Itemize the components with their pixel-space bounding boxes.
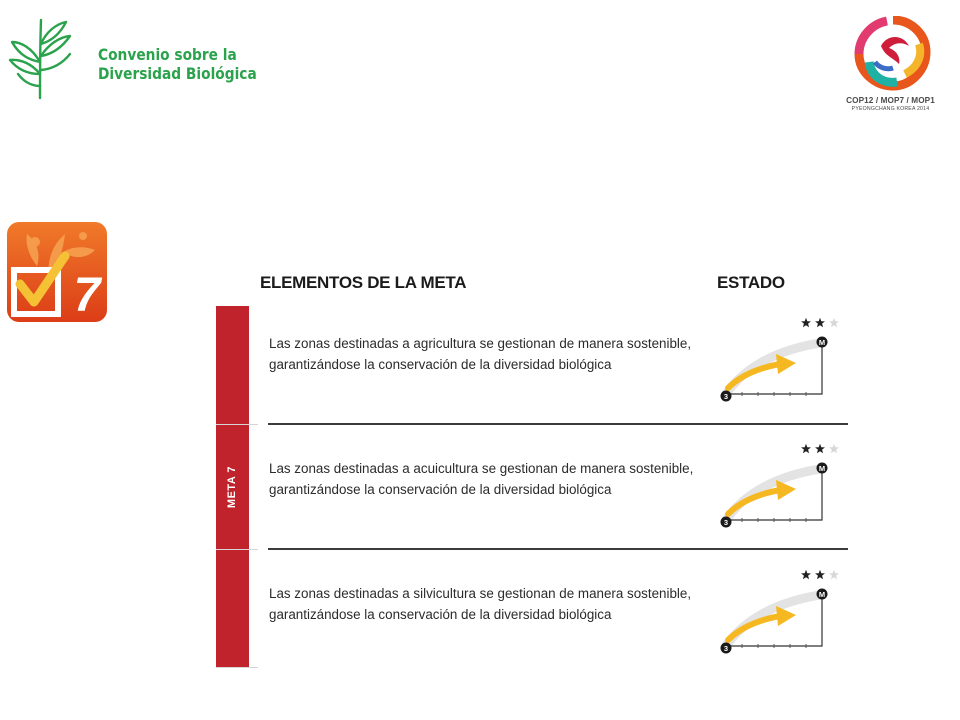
gauge-axis [726, 595, 822, 646]
start-marker [721, 391, 732, 402]
rating-star-icon [801, 318, 811, 327]
column-header-status: ESTADO [717, 273, 785, 292]
end-marker-label: M [818, 590, 826, 599]
cbd-name-line1: Convenio sobre la [98, 45, 237, 64]
rating-star-icon [815, 570, 825, 579]
row-divider [268, 423, 848, 425]
status-gauge [714, 436, 846, 540]
cop12-logo-icon [853, 16, 931, 92]
start-marker [721, 643, 732, 654]
side-bar-tick [216, 549, 258, 550]
start-marker [721, 517, 732, 528]
rating-star-icon [829, 318, 839, 327]
rating-star-icon [829, 444, 839, 453]
cop12-caption-line1: COP12 / MOP7 / MOP1 [846, 96, 935, 105]
element-text-agricultura: Las zonas destinadas a agricultura se gestionan de manera sostenible, garantizándose la conservación de la diversidad biológica [269, 336, 692, 372]
row-divider [268, 548, 848, 550]
end-marker [817, 337, 828, 348]
side-bar-tick [216, 667, 258, 668]
element-text-acuicultura: Las zonas destinadas a acuicultura se gestionan de manera sostenible, garantizándose la conservación de la diversidad biológica [269, 461, 694, 497]
cbd-logo-icon [6, 12, 76, 100]
rating-star-icon [829, 570, 839, 579]
start-marker-label: 3 [723, 518, 729, 527]
cop12-caption-line2: PYEONGCHANG KOREA 2014 [851, 106, 930, 112]
gauge-axis [726, 469, 822, 520]
progress-arrow-head [776, 606, 796, 626]
gauge-axis [726, 343, 822, 394]
target-number: 7 [73, 269, 101, 322]
rating-star-icon [815, 444, 825, 453]
target-badge [7, 222, 107, 322]
target-side-label: META 7 [226, 465, 239, 509]
progress-arrow-head [776, 354, 796, 374]
cbd-name-line2: Diversidad Biológica [98, 64, 257, 83]
end-marker-label: M [818, 338, 826, 347]
end-marker [817, 463, 828, 474]
cop12-caption [833, 96, 948, 112]
end-marker-label: M [818, 464, 826, 473]
end-marker [817, 589, 828, 600]
progress-arrow-head [776, 480, 796, 500]
rating-star-icon [801, 570, 811, 579]
rating-star-icon [815, 318, 825, 327]
element-text-silvicultura: Las zonas destinadas a silvicultura se gestionan de manera sostenible, garantizándose la conservación de la diversidad biológica [269, 586, 692, 622]
cbd-name [98, 45, 257, 83]
start-marker-label: 3 [723, 644, 729, 653]
column-header-elements: ELEMENTOS DE LA META [260, 273, 467, 292]
start-marker-label: 3 [723, 392, 729, 401]
rating-star-icon [801, 444, 811, 453]
status-gauge [714, 310, 846, 414]
status-gauge [714, 562, 846, 666]
side-bar-tick [216, 424, 258, 425]
